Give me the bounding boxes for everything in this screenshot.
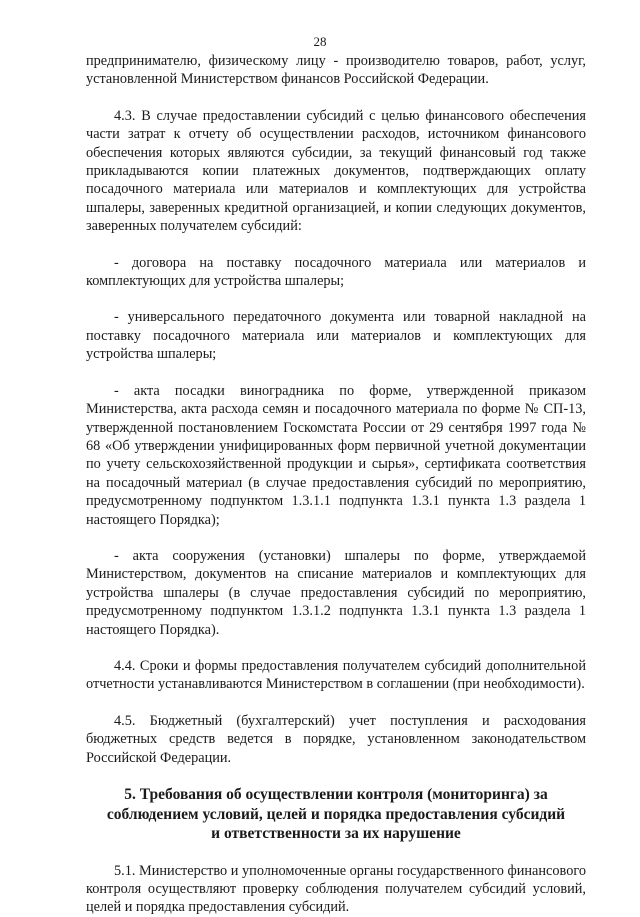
paragraph-4-4: 4.4. Сроки и формы предоставления получателем субсидий дополнительной отчетности устанавливаются Министерством в соглашении (при необходимости).: [86, 657, 586, 693]
section-5-heading: [86, 785, 586, 844]
section-5-heading-line-3: и ответственности за их нарушение: [211, 825, 461, 842]
section-5-heading-line-2: соблюдением условий, целей и порядка предоставления субсидий: [106, 805, 566, 823]
paragraph-4-3: 4.3. В случае предоставлении субсидий с целью финансового обеспечения части затрат к отчету об осуществлении расходов, источником финансового обеспечения которых являются субсидии, за текущий финансовый год также прикладываются копии платежных документов, подтверждающих оплату посадочного материала или материалов и комплектующих для устройства шпалеры, заверенных кредитной организацией, и копии следующих документов, заверенных получателем субсидий:: [86, 107, 586, 235]
page-number: 28: [313, 34, 327, 49]
list-item-trellis-act: - акта сооружения (установки) шпалеры по форме, утверждаемой Министерством, документов на списание материалов и комплектующих для устройства шпалеры (в случае предоставления субсидий по мероприятию, предусмотренному подпунктом 1.3.1.2 подпункта 1.3.1 пункта 1.3 раздела 1 настоящего Порядка).: [86, 547, 586, 638]
section-5-heading-line-1: 5. Требования об осуществлении контроля (мониторинга) за: [124, 786, 548, 803]
paragraph-5-1: 5.1. Министерство и уполномоченные органы государственного финансового контроля осуществляют проверку соблюдения получателем субсидий условий, целей и порядка предоставления субсидий.: [86, 862, 586, 916]
list-item-contract: - договора на поставку посадочного материала или материалов и комплектующих для устройства шпалеры;: [86, 254, 586, 290]
paragraph-continuation: предпринимателю, физическому лицу - производителю товаров, работ, услуг, установленной Министерством финансов Российской Федерации.: [86, 53, 586, 88]
list-item-planting-act: - акта посадки виноградника по форме, утвержденной приказом Министерства, акта расхода семян и посадочного материала по форме № СП-13, утвержденной постановлением Госкомстата России от 29 сентября 1997 года № 68 «Об утверждении унифицированных форм первичной учетной документации по учету сельскохозяйственной продукции и сырья», сертификата соответствия на посадочный материал (в случае предоставления субсидий по мероприятию, предусмотренному подпунктом 1.3.1.1 подпункта 1.3.1 пункта 1.3 раздела 1 настоящего Порядка);: [86, 382, 586, 528]
paragraph-4-5: 4.5. Бюджетный (бухгалтерский) учет поступления и расходования бюджетных средств ведется в порядке, установленном законодательством Российской Федерации.: [86, 712, 586, 766]
list-item-transfer-document: - универсального передаточного документа или товарной накладной на поставку посадочного материала или материалов и комплектующих для устройства шпалеры;: [86, 309, 586, 363]
page-body: [86, 52, 586, 917]
